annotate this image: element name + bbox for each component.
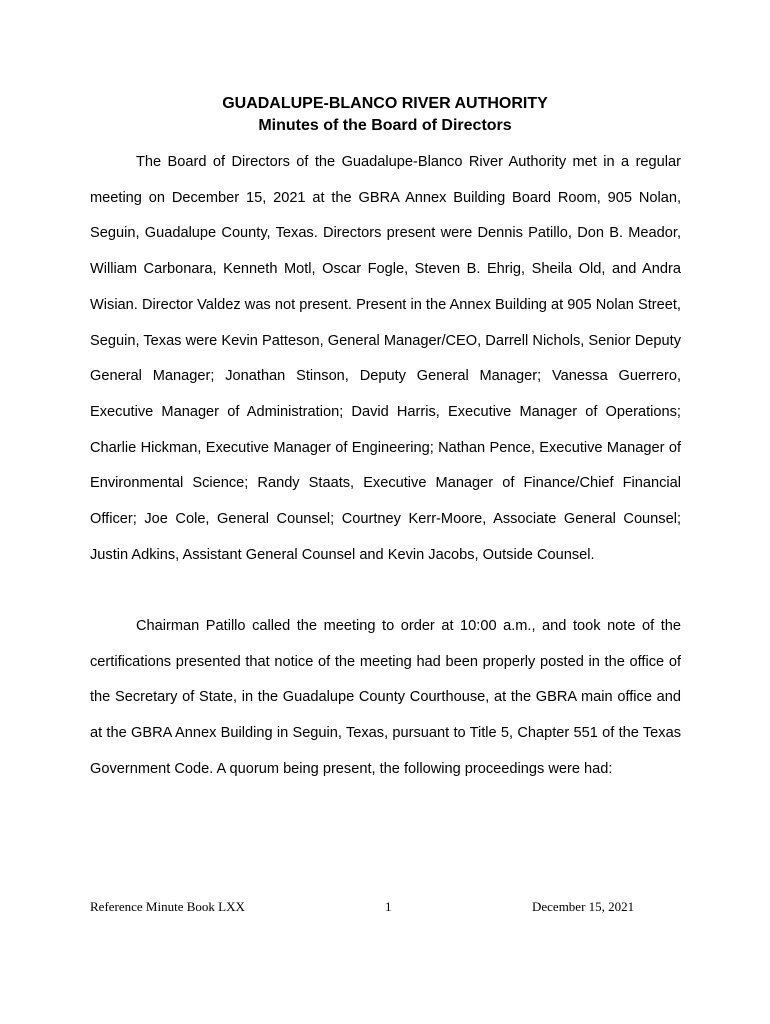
minutes-paragraph-call-to-order [90,609,681,788]
footer-date: December 15, 2021 [532,899,635,914]
footer-page-number: 1 [385,899,392,914]
organization-title: GUADALUPE-BLANCO RIVER AUTHORITY [222,95,548,112]
minutes-paragraph-attendance [90,145,681,573]
document-title: Minutes of the Board of Directors [258,117,512,134]
paragraph-text: The Board of Directors of the Guadalupe-Blanco River Authority met in a regular meeting on December 15, 2021 at the GBRA Annex Building Board Room, 905 Nolan, Seguin, Guadalupe County, Texas. Directors present were Dennis Patillo, Don B. Meador, William Carbonara, Kenneth Motl, Oscar Fogle, Steven B. Ehrig, Sheila Old, and Andra Wisian. Director Valdez was not present. Present in the Annex Building at 905 Nolan Street, Seguin, Texas were Kevin Patteson, General Manager/CEO, Darrell Nichols, Senior Deputy General Manager; Jonathan Stinson, Deputy General Manager; Vanessa Guerrero, Executive Manager of Administration; David Harris, Executive Manager of Operations; Charlie Hickman, Executive Manager of Engineering; Nathan Pence, Executive Manager of Environmental Science; Randy Staats, Executive Manager of Finance/Chief Financial Officer; Joe Cole, General Counsel; Courtney Kerr-Moore, Associate General Counsel; Justin Adkins, Assistant General Counsel and Kevin Jacobs, Outside Counsel. [90,154,681,563]
paragraph-text: Chairman Patillo called the meeting to order at 10:00 a.m., and took note of the certifications presented that notice of the meeting had been properly posted in the office of the Secretary of State, in the Guadalupe County Courthouse, at the GBRA main office and at the GBRA Annex Building in Seguin, Texas, pursuant to Title 5, Chapter 551 of the Texas Government Code. A quorum being present, the following proceedings were had: [90,618,681,777]
footer-reference: Reference Minute Book LXX [90,899,245,914]
